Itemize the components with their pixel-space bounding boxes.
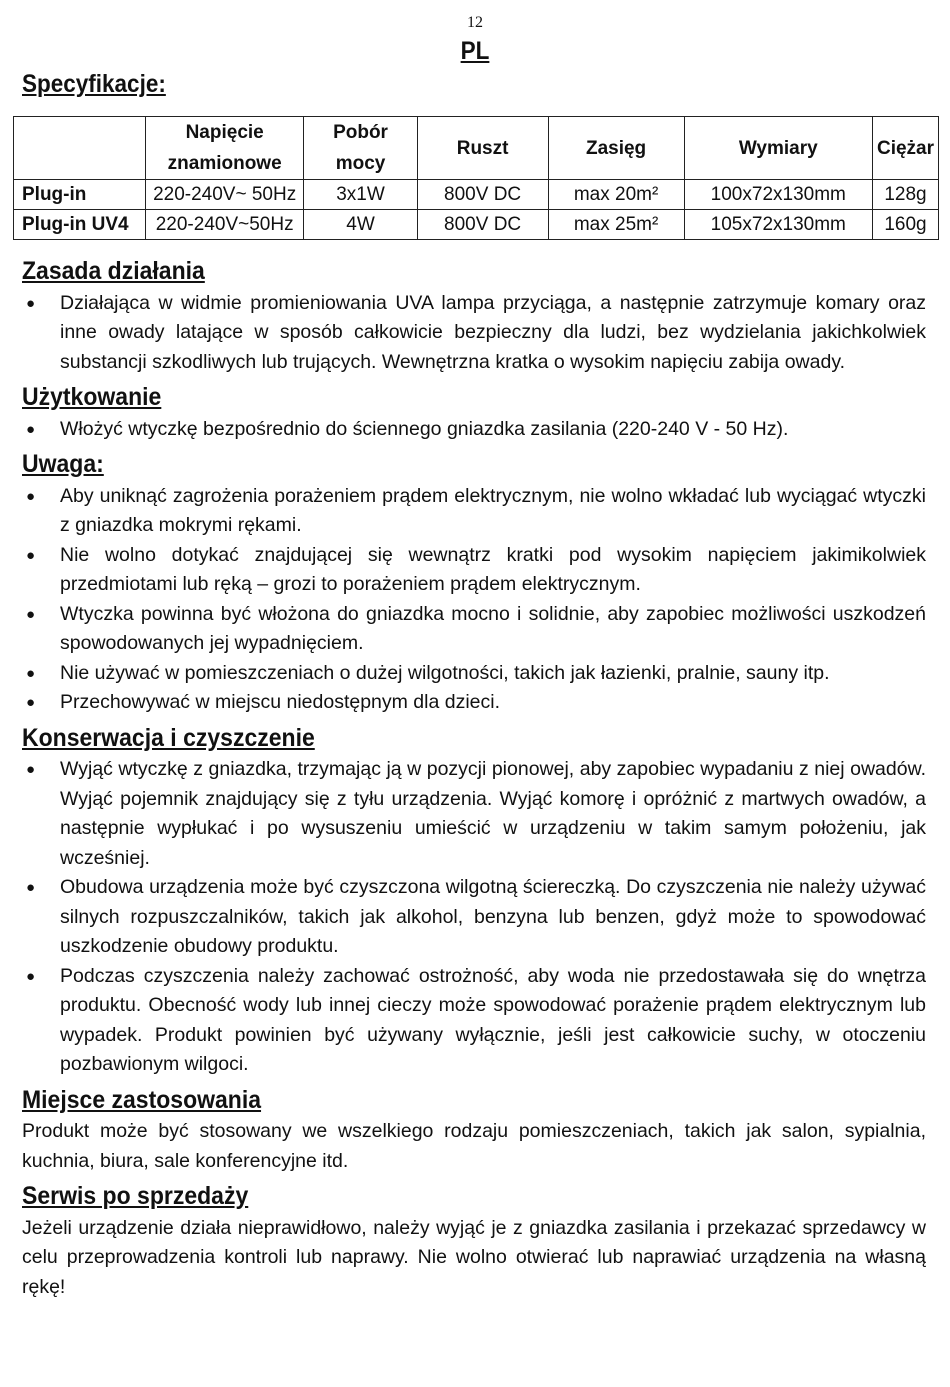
header-cell-range: Zasięg bbox=[548, 117, 684, 180]
section-warning bbox=[22, 448, 926, 718]
bullet-icon: ● bbox=[26, 694, 36, 711]
section-usage bbox=[22, 381, 926, 444]
header-cell-dimensions: Wymiary bbox=[684, 117, 872, 180]
list-item bbox=[22, 873, 926, 962]
bullet-icon: ● bbox=[26, 294, 36, 312]
list-item bbox=[22, 541, 926, 600]
table-header-row bbox=[14, 117, 939, 180]
section-place-of-use bbox=[22, 1084, 926, 1177]
section-heading: Miejsce zastosowania bbox=[22, 1085, 262, 1114]
table-cell-voltage: 220-240V~50Hz bbox=[145, 210, 303, 240]
table-cell-range: max 20m² bbox=[548, 180, 684, 210]
section-operating-principle bbox=[22, 255, 926, 377]
list-item bbox=[22, 755, 926, 873]
section-after-sales-service bbox=[22, 1180, 926, 1302]
table-cell-weight: 128g bbox=[872, 180, 938, 210]
table-row bbox=[14, 180, 939, 210]
header-cell-power: Pobór mocy bbox=[304, 117, 417, 180]
list-item-text: Nie wolno dotykać znajdującej się wewnątrz kratki pod wysokim napięciem jakimikolwiek przedmiotami lub ręką – grozi to porażeniem prądem elektrycznym. bbox=[60, 543, 926, 595]
bullet-list bbox=[22, 289, 926, 378]
section-heading: Zasada działania bbox=[22, 257, 205, 285]
list-item-text: Obudowa urządzenia może być czyszczona wilgotną ściereczką. Do czyszczenia nie należy używać silnych rozpuszczalników, takich jak alkohol, benzyna lub benzen, gdyż może to spowodować uszkodzenie obudowy produktu. bbox=[60, 876, 926, 957]
paragraph: Jeżeli urządzenie działa nieprawidłowo, należy wyjąć je z gniazdka zasilania i przekazać sprzedawcy w celu przeprowadzenia kontroli lub naprawy. Nie wolno otwierać lub naprawiać urządzenia na własną rękę! bbox=[22, 1216, 926, 1298]
table-row bbox=[14, 210, 939, 240]
table-cell-power: 4W bbox=[304, 210, 417, 240]
section-heading: Konserwacja i czyszczenie bbox=[22, 723, 315, 752]
list-item-text: Wyjąć wtyczkę z gniazdka, trzymając ją w pozycji pionowej, aby zapobiec wypadaniu z niej owadów. Wyjąć pojemnik znajdujący się z tyłu urządzenia. Wyjąć komorę i opróżnić z martwych owadów, a następnie wypłukać i po wysuszeniu umieścić w urządzeniu w takim samym położeniu, jak wcześniej. bbox=[60, 758, 926, 869]
list-item bbox=[22, 415, 926, 445]
bullet-icon: ● bbox=[26, 546, 36, 564]
table-cell-dimensions: 100x72x130mm bbox=[684, 180, 872, 210]
bullet-list bbox=[22, 482, 926, 718]
list-item bbox=[22, 659, 926, 689]
list-item bbox=[22, 962, 926, 1080]
bullet-icon: ● bbox=[26, 605, 36, 623]
table-cell-power: 3x1W bbox=[304, 180, 417, 210]
section-heading: Uwaga: bbox=[22, 450, 104, 478]
table-cell-grid: 800V DC bbox=[417, 180, 548, 210]
manual-content bbox=[22, 255, 926, 1306]
language-code: PL bbox=[460, 37, 490, 65]
bullet-list bbox=[22, 755, 926, 1080]
page-number: 12 bbox=[467, 14, 483, 31]
list-item-text: Wtyczka powinna być włożona do gniazdka mocno i solidnie, aby zapobiec możliwości uszkodzeń spowodowanych jej wypadnięciem. bbox=[60, 602, 926, 654]
table-cell-grid: 800V DC bbox=[417, 210, 548, 240]
list-item bbox=[22, 289, 926, 378]
list-item-text: Przechowywać w miejscu niedostępnym dla dzieci. bbox=[60, 691, 501, 713]
table-cell-model: Plug-in UV4 bbox=[14, 210, 146, 240]
bullet-list bbox=[22, 415, 926, 445]
header-cell-voltage: Napięcie znamionowe bbox=[145, 117, 303, 180]
table-cell-model: Plug-in bbox=[14, 180, 146, 210]
list-item-text: Włożyć wtyczkę bezpośrednio do ściennego gniazdka zasilania (220-240 V - 50 Hz). bbox=[60, 417, 789, 440]
table-cell-voltage: 220-240V~ 50Hz bbox=[145, 180, 303, 210]
section-heading: Użytkowanie bbox=[22, 383, 162, 411]
table-cell-range: max 25m² bbox=[548, 210, 684, 240]
bullet-icon: ● bbox=[26, 420, 36, 438]
list-item-text: Działająca w widmie promieniowania UVA lampa przyciąga, a następnie zatrzymuje komary oraz inne owady latające w sposób całkowicie bezpieczny dla ludzi, bez wydzielania jakichkolwiek substancji szkodliwych lub trujących. Wewnętrzna kratka o wysokim napięciu zabija owady. bbox=[60, 291, 926, 373]
list-item-text: Aby uniknąć zagrożenia porażeniem prądem elektrycznym, nie wolno wkładać lub wyciągać wtyczki z gniazdka mokrymi rękami. bbox=[60, 484, 926, 536]
paragraph: Produkt może być stosowany we wszelkiego rodzaju pomieszczeniach, takich jak salon, sypialnia, kuchnia, biura, sale konferencyjne itd. bbox=[22, 1120, 926, 1172]
specifications-table bbox=[13, 116, 939, 240]
bullet-icon: ● bbox=[26, 967, 36, 985]
section-heading: Serwis po sprzedaży bbox=[22, 1182, 249, 1210]
list-item-text: Podczas czyszczenia należy zachować ostrożność, aby woda nie przedostawała się do wnętrza produktu. Obecność wody lub innej cieczy może spowodować porażenie prądem elektrycznym lub wypadek. Produkt powinien być używany wyłącznie, jeśli jest całkowicie suchy, w otoczeniu pozbawionym wilgoci. bbox=[60, 964, 926, 1075]
bullet-icon: ● bbox=[26, 761, 36, 778]
table-cell-weight: 160g bbox=[872, 210, 938, 240]
list-item-text: Nie używać w pomieszczeniach o dużej wilgotności, takich jak łazienki, pralnie, sauny itp. bbox=[60, 661, 830, 684]
table-cell-dimensions: 105x72x130mm bbox=[684, 210, 872, 240]
list-item bbox=[22, 482, 926, 541]
list-item bbox=[22, 688, 926, 718]
bullet-icon: ● bbox=[26, 664, 36, 682]
header-cell-grid: Ruszt bbox=[417, 117, 548, 180]
header-cell-weight: Ciężar bbox=[872, 117, 938, 180]
bullet-icon: ● bbox=[26, 879, 36, 896]
bullet-icon: ● bbox=[26, 487, 36, 505]
list-item bbox=[22, 600, 926, 659]
specifications-title: Specyfikacje: bbox=[22, 70, 166, 98]
header-cell-model bbox=[14, 117, 146, 180]
section-maintenance bbox=[22, 722, 926, 1080]
